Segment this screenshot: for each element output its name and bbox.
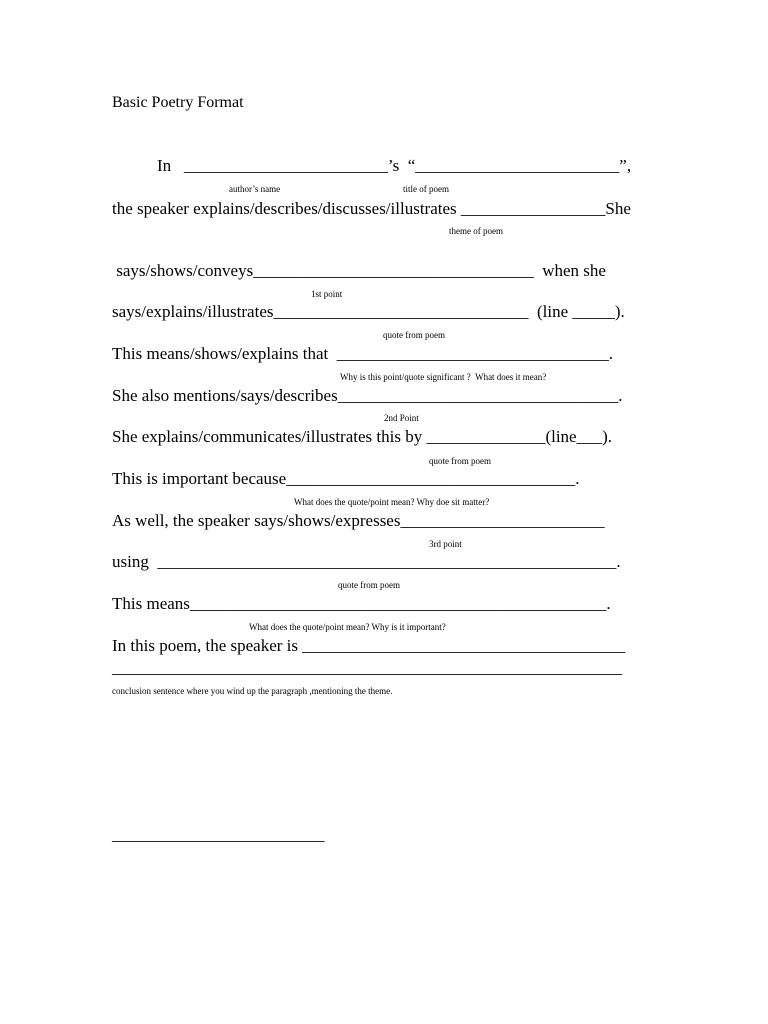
- hint-2nd-point: 2nd Point: [384, 413, 419, 423]
- line-08: This is important because__________________________________.: [112, 469, 580, 488]
- hint-why-significant: Why is this point/quote significant ? What does it mean?: [340, 372, 547, 382]
- line-05: This means/shows/explains that ________________________________.: [112, 344, 614, 363]
- hint-title-of-poem: title of poem: [403, 184, 449, 194]
- line-09: As well, the speaker says/shows/expresses________________________: [112, 511, 605, 530]
- document-title: Basic Poetry Format: [112, 94, 244, 111]
- line-06: She also mentions/says/describes_________________________________.: [112, 386, 623, 405]
- line-02: the speaker explains/describes/discusses/illustrates _________________She: [112, 199, 631, 218]
- line-03: says/shows/conveys_________________________________ when she: [112, 261, 606, 280]
- line-13-blank: ____________________________________________________________: [112, 658, 622, 677]
- hint-authors-name: author’s name: [229, 184, 281, 194]
- hint-theme-of-poem: theme of poem: [449, 226, 503, 236]
- line-11: This means_________________________________________________.: [112, 594, 611, 613]
- hint-conclusion-sentence: conclusion sentence where you wind up the paragraph ,mentioning the theme.: [112, 686, 393, 696]
- hint-3rd-point: 3rd point: [429, 539, 462, 549]
- line-04: says/explains/illustrates______________________________ (line _____).: [112, 302, 625, 321]
- signature-line: _________________________: [112, 825, 325, 844]
- line-12: In this poem, the speaker is ______________________________________: [112, 636, 626, 655]
- line-01: In ________________________’s “________________________”,: [157, 156, 632, 175]
- hint-why-is-it-important: What does the quote/point mean? Why is it important?: [249, 622, 446, 632]
- hint-why-does-it-matter: What does the quote/point mean? Why doe sit matter?: [294, 497, 490, 507]
- hint-quote-from-poem-3: quote from poem: [338, 580, 400, 590]
- hint-1st-point: 1st point: [311, 289, 343, 299]
- line-07: She explains/communicates/illustrates this by ______________(line___).: [112, 427, 613, 446]
- hint-quote-from-poem-1: quote from poem: [383, 330, 445, 340]
- hint-quote-from-poem-2: quote from poem: [429, 456, 491, 466]
- line-10: using ______________________________________________________.: [112, 552, 621, 571]
